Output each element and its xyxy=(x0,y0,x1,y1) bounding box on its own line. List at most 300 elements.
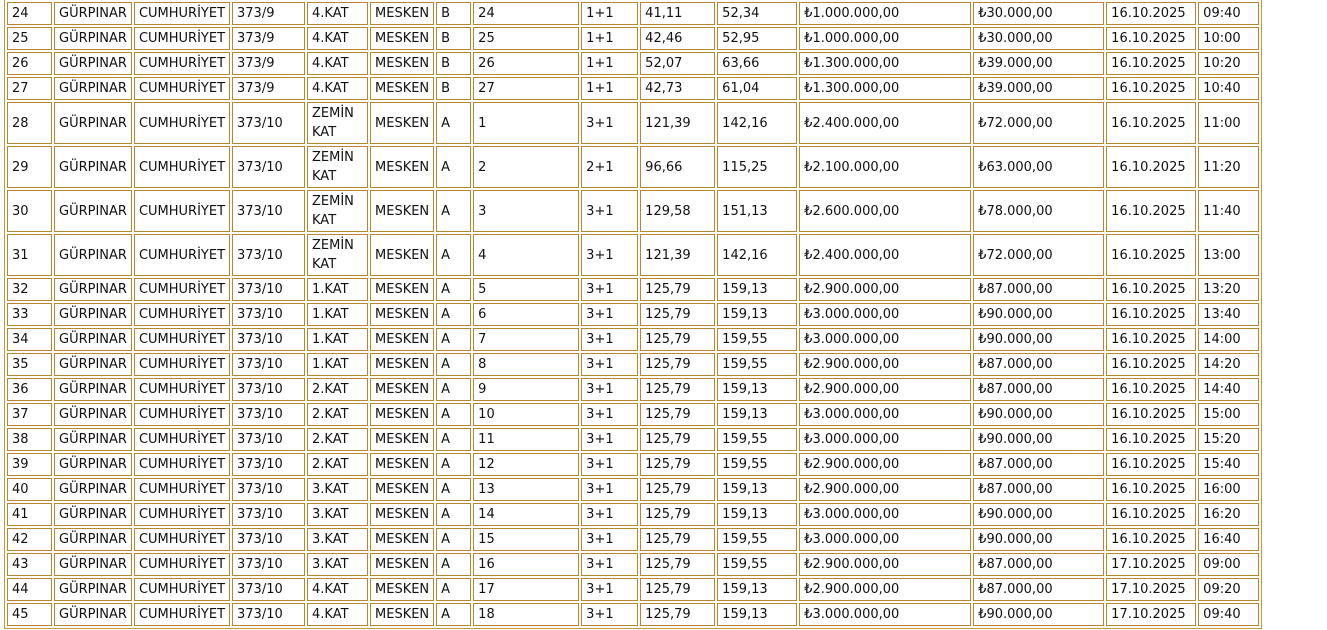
cell-type: MESKEN xyxy=(370,278,434,301)
cell-no: 45 xyxy=(7,603,52,626)
table-row xyxy=(7,403,1259,426)
cell-date: 16.10.2025 xyxy=(1106,190,1196,232)
cell-no: 41 xyxy=(7,503,52,526)
cell-no: 28 xyxy=(7,102,52,144)
cell-unit-no: 10 xyxy=(473,403,579,426)
cell-deposit: ₺90.000,00 xyxy=(973,403,1104,426)
cell-time: 10:00 xyxy=(1198,27,1259,50)
cell-deposit: ₺30.000,00 xyxy=(973,2,1104,25)
cell-net-area: 121,39 xyxy=(640,102,715,144)
cell-floor: 4.KAT xyxy=(307,27,368,50)
table-row xyxy=(7,77,1259,100)
cell-district: GÜRPINAR xyxy=(54,403,132,426)
table-row xyxy=(7,503,1259,526)
cell-gross-area: 151,13 xyxy=(717,190,797,232)
table-row xyxy=(7,234,1259,276)
cell-gross-area: 159,13 xyxy=(717,503,797,526)
cell-no: 43 xyxy=(7,553,52,576)
cell-date: 16.10.2025 xyxy=(1106,303,1196,326)
cell-net-area: 96,66 xyxy=(640,146,715,188)
cell-deposit: ₺90.000,00 xyxy=(973,603,1104,626)
cell-neighborhood: CUMHURİYET xyxy=(134,146,230,188)
cell-gross-area: 142,16 xyxy=(717,102,797,144)
cell-date: 16.10.2025 xyxy=(1106,278,1196,301)
cell-date: 16.10.2025 xyxy=(1106,2,1196,25)
cell-unit-no: 26 xyxy=(473,52,579,75)
cell-net-area: 125,79 xyxy=(640,528,715,551)
cell-neighborhood: CUMHURİYET xyxy=(134,528,230,551)
cell-net-area: 125,79 xyxy=(640,428,715,451)
cell-parcel: 373/10 xyxy=(232,102,305,144)
cell-district: GÜRPINAR xyxy=(54,353,132,376)
cell-parcel: 373/10 xyxy=(232,378,305,401)
cell-rooms: 1+1 xyxy=(581,52,638,75)
cell-gross-area: 52,95 xyxy=(717,27,797,50)
cell-rooms: 3+1 xyxy=(581,190,638,232)
cell-deposit: ₺78.000,00 xyxy=(973,190,1104,232)
cell-time: 16:20 xyxy=(1198,503,1259,526)
cell-unit-no: 14 xyxy=(473,503,579,526)
cell-gross-area: 159,13 xyxy=(717,578,797,601)
cell-rooms: 3+1 xyxy=(581,553,638,576)
cell-price: ₺2.900.000,00 xyxy=(799,278,971,301)
cell-type: MESKEN xyxy=(370,77,434,100)
cell-parcel: 373/10 xyxy=(232,328,305,351)
cell-deposit: ₺87.000,00 xyxy=(973,478,1104,501)
cell-block: A xyxy=(436,190,471,232)
cell-block: B xyxy=(436,52,471,75)
table-row xyxy=(7,27,1259,50)
cell-no: 25 xyxy=(7,27,52,50)
cell-neighborhood: CUMHURİYET xyxy=(134,328,230,351)
cell-parcel: 373/9 xyxy=(232,52,305,75)
cell-floor: 3.KAT xyxy=(307,528,368,551)
cell-time: 09:40 xyxy=(1198,603,1259,626)
cell-rooms: 3+1 xyxy=(581,603,638,626)
cell-no: 36 xyxy=(7,378,52,401)
cell-neighborhood: CUMHURİYET xyxy=(134,378,230,401)
cell-time: 16:40 xyxy=(1198,528,1259,551)
cell-date: 16.10.2025 xyxy=(1106,102,1196,144)
cell-parcel: 373/10 xyxy=(232,578,305,601)
cell-neighborhood: CUMHURİYET xyxy=(134,303,230,326)
cell-floor: 2.KAT xyxy=(307,428,368,451)
cell-price: ₺3.000.000,00 xyxy=(799,603,971,626)
cell-rooms: 3+1 xyxy=(581,578,638,601)
cell-block: A xyxy=(436,328,471,351)
cell-time: 09:00 xyxy=(1198,553,1259,576)
cell-type: MESKEN xyxy=(370,234,434,276)
cell-parcel: 373/10 xyxy=(232,353,305,376)
cell-floor: 1.KAT xyxy=(307,278,368,301)
cell-time: 10:40 xyxy=(1198,77,1259,100)
cell-district: GÜRPINAR xyxy=(54,77,132,100)
cell-district: GÜRPINAR xyxy=(54,102,132,144)
cell-no: 26 xyxy=(7,52,52,75)
cell-floor: 4.KAT xyxy=(307,2,368,25)
cell-rooms: 3+1 xyxy=(581,328,638,351)
cell-price: ₺3.000.000,00 xyxy=(799,328,971,351)
cell-price: ₺3.000.000,00 xyxy=(799,503,971,526)
cell-unit-no: 9 xyxy=(473,378,579,401)
cell-parcel: 373/9 xyxy=(232,27,305,50)
cell-date: 17.10.2025 xyxy=(1106,553,1196,576)
cell-gross-area: 159,55 xyxy=(717,328,797,351)
cell-date: 16.10.2025 xyxy=(1106,403,1196,426)
cell-no: 24 xyxy=(7,2,52,25)
cell-date: 16.10.2025 xyxy=(1106,503,1196,526)
cell-gross-area: 63,66 xyxy=(717,52,797,75)
cell-floor: 1.KAT xyxy=(307,328,368,351)
cell-no: 33 xyxy=(7,303,52,326)
cell-net-area: 42,46 xyxy=(640,27,715,50)
cell-type: MESKEN xyxy=(370,328,434,351)
cell-date: 16.10.2025 xyxy=(1106,77,1196,100)
table-row xyxy=(7,146,1259,188)
cell-neighborhood: CUMHURİYET xyxy=(134,478,230,501)
table-row xyxy=(7,528,1259,551)
cell-net-area: 125,79 xyxy=(640,553,715,576)
cell-unit-no: 7 xyxy=(473,328,579,351)
cell-block: A xyxy=(436,303,471,326)
table-row xyxy=(7,578,1259,601)
cell-parcel: 373/10 xyxy=(232,234,305,276)
cell-deposit: ₺39.000,00 xyxy=(973,77,1104,100)
cell-unit-no: 4 xyxy=(473,234,579,276)
cell-block: A xyxy=(436,234,471,276)
cell-type: MESKEN xyxy=(370,52,434,75)
cell-floor: 4.KAT xyxy=(307,578,368,601)
cell-block: A xyxy=(436,378,471,401)
table-body xyxy=(7,2,1259,626)
cell-floor: 1.KAT xyxy=(307,303,368,326)
cell-time: 09:40 xyxy=(1198,2,1259,25)
cell-floor: ZEMİN KAT xyxy=(307,102,368,144)
cell-parcel: 373/10 xyxy=(232,453,305,476)
cell-time: 11:40 xyxy=(1198,190,1259,232)
cell-block: A xyxy=(436,603,471,626)
cell-date: 16.10.2025 xyxy=(1106,478,1196,501)
table-row xyxy=(7,428,1259,451)
cell-district: GÜRPINAR xyxy=(54,303,132,326)
cell-unit-no: 1 xyxy=(473,102,579,144)
cell-district: GÜRPINAR xyxy=(54,190,132,232)
cell-no: 27 xyxy=(7,77,52,100)
cell-date: 16.10.2025 xyxy=(1106,428,1196,451)
cell-gross-area: 52,34 xyxy=(717,2,797,25)
cell-unit-no: 15 xyxy=(473,528,579,551)
cell-date: 17.10.2025 xyxy=(1106,603,1196,626)
cell-block: A xyxy=(436,578,471,601)
cell-parcel: 373/10 xyxy=(232,190,305,232)
cell-rooms: 3+1 xyxy=(581,528,638,551)
cell-price: ₺3.000.000,00 xyxy=(799,303,971,326)
cell-district: GÜRPINAR xyxy=(54,378,132,401)
cell-no: 30 xyxy=(7,190,52,232)
table-row xyxy=(7,328,1259,351)
cell-block: A xyxy=(436,278,471,301)
cell-net-area: 125,79 xyxy=(640,578,715,601)
cell-gross-area: 159,55 xyxy=(717,353,797,376)
cell-net-area: 41,11 xyxy=(640,2,715,25)
cell-rooms: 1+1 xyxy=(581,27,638,50)
cell-type: MESKEN xyxy=(370,428,434,451)
table-row xyxy=(7,553,1259,576)
cell-net-area: 125,79 xyxy=(640,328,715,351)
cell-district: GÜRPINAR xyxy=(54,2,132,25)
cell-price: ₺2.900.000,00 xyxy=(799,378,971,401)
cell-date: 16.10.2025 xyxy=(1106,353,1196,376)
cell-date: 16.10.2025 xyxy=(1106,52,1196,75)
cell-parcel: 373/10 xyxy=(232,146,305,188)
cell-gross-area: 61,04 xyxy=(717,77,797,100)
cell-gross-area: 159,55 xyxy=(717,453,797,476)
cell-unit-no: 2 xyxy=(473,146,579,188)
cell-district: GÜRPINAR xyxy=(54,278,132,301)
cell-price: ₺2.900.000,00 xyxy=(799,478,971,501)
cell-date: 16.10.2025 xyxy=(1106,146,1196,188)
cell-district: GÜRPINAR xyxy=(54,428,132,451)
cell-floor: 4.KAT xyxy=(307,603,368,626)
table-row xyxy=(7,353,1259,376)
table-row xyxy=(7,2,1259,25)
cell-type: MESKEN xyxy=(370,102,434,144)
cell-unit-no: 18 xyxy=(473,603,579,626)
cell-date: 16.10.2025 xyxy=(1106,27,1196,50)
cell-neighborhood: CUMHURİYET xyxy=(134,453,230,476)
cell-net-area: 125,79 xyxy=(640,378,715,401)
cell-price: ₺1.000.000,00 xyxy=(799,27,971,50)
cell-neighborhood: CUMHURİYET xyxy=(134,2,230,25)
table-row xyxy=(7,102,1259,144)
cell-parcel: 373/9 xyxy=(232,2,305,25)
cell-price: ₺1.300.000,00 xyxy=(799,52,971,75)
cell-neighborhood: CUMHURİYET xyxy=(134,278,230,301)
cell-time: 15:20 xyxy=(1198,428,1259,451)
cell-block: A xyxy=(436,102,471,144)
cell-deposit: ₺90.000,00 xyxy=(973,528,1104,551)
cell-time: 11:20 xyxy=(1198,146,1259,188)
cell-neighborhood: CUMHURİYET xyxy=(134,428,230,451)
cell-deposit: ₺87.000,00 xyxy=(973,453,1104,476)
cell-net-area: 125,79 xyxy=(640,453,715,476)
cell-price: ₺2.900.000,00 xyxy=(799,553,971,576)
cell-price: ₺1.300.000,00 xyxy=(799,77,971,100)
cell-neighborhood: CUMHURİYET xyxy=(134,234,230,276)
cell-parcel: 373/9 xyxy=(232,77,305,100)
cell-type: MESKEN xyxy=(370,478,434,501)
cell-floor: 3.KAT xyxy=(307,503,368,526)
cell-unit-no: 3 xyxy=(473,190,579,232)
cell-block: A xyxy=(436,428,471,451)
cell-date: 16.10.2025 xyxy=(1106,328,1196,351)
cell-floor: ZEMİN KAT xyxy=(307,234,368,276)
cell-unit-no: 17 xyxy=(473,578,579,601)
table-row xyxy=(7,52,1259,75)
cell-price: ₺2.600.000,00 xyxy=(799,190,971,232)
cell-district: GÜRPINAR xyxy=(54,553,132,576)
cell-price: ₺2.400.000,00 xyxy=(799,102,971,144)
cell-type: MESKEN xyxy=(370,528,434,551)
cell-floor: ZEMİN KAT xyxy=(307,190,368,232)
cell-district: GÜRPINAR xyxy=(54,146,132,188)
cell-date: 16.10.2025 xyxy=(1106,378,1196,401)
cell-price: ₺2.100.000,00 xyxy=(799,146,971,188)
cell-deposit: ₺90.000,00 xyxy=(973,503,1104,526)
cell-block: B xyxy=(436,2,471,25)
cell-floor: 4.KAT xyxy=(307,52,368,75)
cell-type: MESKEN xyxy=(370,453,434,476)
cell-deposit: ₺87.000,00 xyxy=(973,578,1104,601)
cell-date: 17.10.2025 xyxy=(1106,578,1196,601)
cell-gross-area: 159,55 xyxy=(717,553,797,576)
cell-no: 44 xyxy=(7,578,52,601)
table-row xyxy=(7,190,1259,232)
table-row xyxy=(7,603,1259,626)
cell-parcel: 373/10 xyxy=(232,403,305,426)
cell-district: GÜRPINAR xyxy=(54,503,132,526)
cell-gross-area: 115,25 xyxy=(717,146,797,188)
cell-district: GÜRPINAR xyxy=(54,578,132,601)
cell-price: ₺1.000.000,00 xyxy=(799,2,971,25)
cell-no: 38 xyxy=(7,428,52,451)
cell-district: GÜRPINAR xyxy=(54,453,132,476)
cell-floor: 3.KAT xyxy=(307,553,368,576)
cell-block: A xyxy=(436,503,471,526)
cell-neighborhood: CUMHURİYET xyxy=(134,190,230,232)
cell-no: 31 xyxy=(7,234,52,276)
cell-rooms: 2+1 xyxy=(581,146,638,188)
cell-parcel: 373/10 xyxy=(232,278,305,301)
cell-rooms: 1+1 xyxy=(581,77,638,100)
cell-parcel: 373/10 xyxy=(232,528,305,551)
cell-type: MESKEN xyxy=(370,603,434,626)
cell-type: MESKEN xyxy=(370,2,434,25)
cell-deposit: ₺87.000,00 xyxy=(973,353,1104,376)
cell-neighborhood: CUMHURİYET xyxy=(134,27,230,50)
cell-unit-no: 11 xyxy=(473,428,579,451)
cell-neighborhood: CUMHURİYET xyxy=(134,353,230,376)
cell-rooms: 3+1 xyxy=(581,353,638,376)
cell-floor: 2.KAT xyxy=(307,378,368,401)
cell-net-area: 125,79 xyxy=(640,278,715,301)
cell-gross-area: 159,13 xyxy=(717,303,797,326)
cell-type: MESKEN xyxy=(370,303,434,326)
cell-gross-area: 159,55 xyxy=(717,528,797,551)
cell-rooms: 3+1 xyxy=(581,278,638,301)
cell-rooms: 3+1 xyxy=(581,428,638,451)
listing-table xyxy=(4,0,1262,629)
cell-no: 35 xyxy=(7,353,52,376)
cell-deposit: ₺87.000,00 xyxy=(973,378,1104,401)
cell-floor: 1.KAT xyxy=(307,353,368,376)
cell-price: ₺3.000.000,00 xyxy=(799,528,971,551)
cell-time: 10:20 xyxy=(1198,52,1259,75)
cell-neighborhood: CUMHURİYET xyxy=(134,603,230,626)
cell-type: MESKEN xyxy=(370,378,434,401)
cell-unit-no: 8 xyxy=(473,353,579,376)
cell-rooms: 3+1 xyxy=(581,478,638,501)
cell-net-area: 125,79 xyxy=(640,303,715,326)
cell-unit-no: 25 xyxy=(473,27,579,50)
cell-type: MESKEN xyxy=(370,146,434,188)
cell-neighborhood: CUMHURİYET xyxy=(134,403,230,426)
cell-no: 39 xyxy=(7,453,52,476)
cell-deposit: ₺90.000,00 xyxy=(973,328,1104,351)
cell-neighborhood: CUMHURİYET xyxy=(134,77,230,100)
cell-type: MESKEN xyxy=(370,353,434,376)
cell-neighborhood: CUMHURİYET xyxy=(134,553,230,576)
cell-district: GÜRPINAR xyxy=(54,478,132,501)
cell-gross-area: 159,13 xyxy=(717,278,797,301)
cell-floor: ZEMİN KAT xyxy=(307,146,368,188)
cell-block: A xyxy=(436,478,471,501)
cell-block: A xyxy=(436,553,471,576)
cell-time: 13:00 xyxy=(1198,234,1259,276)
cell-no: 29 xyxy=(7,146,52,188)
cell-time: 16:00 xyxy=(1198,478,1259,501)
cell-deposit: ₺87.000,00 xyxy=(973,278,1104,301)
cell-block: A xyxy=(436,528,471,551)
cell-district: GÜRPINAR xyxy=(54,27,132,50)
cell-neighborhood: CUMHURİYET xyxy=(134,503,230,526)
cell-time: 14:00 xyxy=(1198,328,1259,351)
cell-rooms: 3+1 xyxy=(581,403,638,426)
cell-no: 40 xyxy=(7,478,52,501)
cell-parcel: 373/10 xyxy=(232,478,305,501)
cell-unit-no: 27 xyxy=(473,77,579,100)
cell-floor: 2.KAT xyxy=(307,453,368,476)
cell-date: 16.10.2025 xyxy=(1106,453,1196,476)
cell-gross-area: 159,13 xyxy=(717,378,797,401)
cell-parcel: 373/10 xyxy=(232,553,305,576)
cell-rooms: 3+1 xyxy=(581,234,638,276)
cell-district: GÜRPINAR xyxy=(54,234,132,276)
table-row xyxy=(7,453,1259,476)
cell-district: GÜRPINAR xyxy=(54,328,132,351)
cell-price: ₺3.000.000,00 xyxy=(799,403,971,426)
cell-time: 13:20 xyxy=(1198,278,1259,301)
table-row xyxy=(7,378,1259,401)
cell-deposit: ₺90.000,00 xyxy=(973,428,1104,451)
cell-time: 15:40 xyxy=(1198,453,1259,476)
cell-rooms: 3+1 xyxy=(581,303,638,326)
cell-neighborhood: CUMHURİYET xyxy=(134,578,230,601)
cell-gross-area: 159,13 xyxy=(717,603,797,626)
cell-price: ₺2.900.000,00 xyxy=(799,578,971,601)
cell-deposit: ₺87.000,00 xyxy=(973,553,1104,576)
cell-deposit: ₺39.000,00 xyxy=(973,52,1104,75)
cell-deposit: ₺63.000,00 xyxy=(973,146,1104,188)
cell-time: 14:40 xyxy=(1198,378,1259,401)
cell-date: 16.10.2025 xyxy=(1106,234,1196,276)
cell-unit-no: 24 xyxy=(473,2,579,25)
table-row xyxy=(7,478,1259,501)
cell-district: GÜRPINAR xyxy=(54,603,132,626)
cell-price: ₺3.000.000,00 xyxy=(799,428,971,451)
cell-no: 32 xyxy=(7,278,52,301)
cell-gross-area: 142,16 xyxy=(717,234,797,276)
cell-district: GÜRPINAR xyxy=(54,52,132,75)
cell-block: A xyxy=(436,353,471,376)
cell-floor: 4.KAT xyxy=(307,77,368,100)
cell-net-area: 125,79 xyxy=(640,503,715,526)
cell-type: MESKEN xyxy=(370,403,434,426)
cell-unit-no: 13 xyxy=(473,478,579,501)
table-row xyxy=(7,303,1259,326)
cell-unit-no: 16 xyxy=(473,553,579,576)
table-row xyxy=(7,278,1259,301)
